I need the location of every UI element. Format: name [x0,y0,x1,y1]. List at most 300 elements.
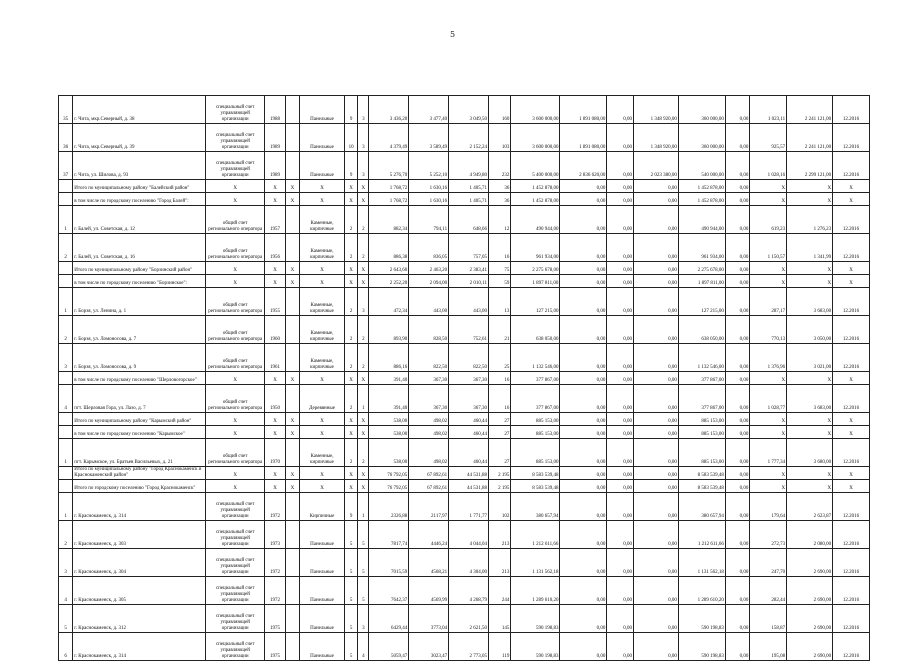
table-cell: 3 436,20 [369,96,409,124]
table-cell: 1 630,16 [409,193,449,206]
summary-row [59,372,870,385]
table-cell: 103 [488,124,510,152]
table-cell: 5 [344,521,357,549]
table-cell: 0,00 [725,316,750,344]
table-cell: 1 768,72 [369,180,409,193]
table-cell: 16 [488,385,510,413]
table-cell: 893,90 [369,316,409,344]
summary-row [59,413,870,426]
table-cell: 12.2016 [833,577,870,605]
table-cell [285,493,299,521]
table-cell: 0,00 [607,549,634,577]
table-cell: 76 792,05 [369,480,409,493]
table-cell: 4569,99 [409,577,449,605]
table-cell: X [300,275,345,288]
table-cell: 2 690,00 [787,577,833,605]
table-cell: 0,00 [560,549,607,577]
table-cell: 0,00 [607,439,634,467]
table-cell: г. Чита, ул. Шилова, д. 93 [73,152,206,180]
table-cell: общий счет регионального оператора [206,344,265,372]
table-cell: 3 [358,288,369,316]
table-cell: 0,00 [725,372,750,385]
table-cell [285,577,299,605]
table-cell: 0,00 [607,206,634,234]
table-cell: X [787,275,833,288]
table-cell: 5 [344,633,357,661]
table-cell: 4 [358,633,369,661]
table-cell: 590 198,83 [511,633,560,661]
table-cell: 885 153,00 [511,439,560,467]
table-cell: 1 028,77 [750,385,787,413]
table-cell: 0,00 [633,316,678,344]
table-cell: 3 683,00 [787,385,833,413]
table-cell: 0,00 [607,521,634,549]
table-cell: 0,00 [633,180,678,193]
table-cell: 490 944,00 [511,206,560,234]
table-cell: 4 949,80 [449,152,489,180]
table-cell: 2 623,87 [787,493,833,521]
table-cell: 0,00 [633,549,678,577]
table-cell: 272,73 [750,521,787,549]
table-cell: X [750,372,787,385]
summary-row [59,480,870,493]
table-cell: 5 276,70 [369,152,409,180]
summary-row [59,467,870,480]
table-cell: Каменные, кирпичные [300,439,345,467]
table-cell: 12.2016 [833,288,870,316]
table-cell: 391,40 [369,385,409,413]
table-cell [285,124,299,152]
table-cell: 1956 [265,234,285,262]
table-cell [285,344,299,372]
table-cell: 498,02 [409,439,449,467]
table-cell: 67 892,61 [409,467,449,480]
table-cell: 377 867,00 [678,372,725,385]
table-cell: 443,00 [409,288,449,316]
table-cell: 0,00 [560,480,607,493]
table-cell: 5 [344,577,357,605]
table-cell [59,480,73,493]
table-cell: 1950 [265,385,285,413]
table-cell [59,193,73,206]
table-cell: общий счет регионального оператора [206,439,265,467]
table-cell: 3 [358,124,369,152]
table-cell: X [750,180,787,193]
table-cell: 2 241 121,00 [787,124,833,152]
table-cell: 0,00 [725,439,750,467]
table-cell: 0,00 [633,372,678,385]
table-cell [285,206,299,234]
table-cell: X [833,180,870,193]
table-cell: 2 690,00 [787,605,833,633]
table-cell: Каменные, кирпичные [300,206,345,234]
table-cell: г. Борзя, ул. Ломоносова, д. 9 [73,344,206,372]
table-cell: X [358,193,369,206]
table-cell: 380 657,94 [678,493,725,521]
table-cell: пгт. Шерловая Гора, ул. Лазо, д. 7 [73,385,206,413]
table-cell: X [358,426,369,439]
table-cell: 12.2016 [833,96,870,124]
summary-row [59,193,870,206]
table-cell: 391,40 [369,372,409,385]
table-cell: 3 [59,549,73,577]
table-cell: специальный счет управляющей организации [206,605,265,633]
table-cell: 0,00 [633,234,678,262]
table-cell: 1989 [265,124,285,152]
table-cell: общий счет регионального оператора [206,316,265,344]
table-cell: Панельные [300,124,345,152]
table-cell: X [344,426,357,439]
table-cell: 145 [488,605,510,633]
table-cell: 1961 [265,344,285,372]
table-cell: X [833,372,870,385]
table-cell: 0,00 [560,180,607,193]
table-cell: X [300,372,345,385]
table-cell: 4 304,00 [449,549,489,577]
table-cell: 12.2016 [833,206,870,234]
table-cell: X [206,262,265,275]
table-cell: 540 000,00 [678,152,725,180]
table-cell: 3 050,00 [787,316,833,344]
table-cell: 0,00 [560,467,607,480]
table-cell: 0,00 [633,426,678,439]
table-cell: 619,23 [750,206,787,234]
table-cell: X [206,426,265,439]
table-cell: 36 [59,124,73,152]
table-cell: 0,00 [607,180,634,193]
table-cell: 0,00 [633,467,678,480]
table-cell: 127 215,00 [678,288,725,316]
table-cell: 1972 [265,577,285,605]
table-cell: 35 [59,96,73,124]
table-cell: 3 589,49 [409,124,449,152]
table-cell: 0,00 [725,344,750,372]
table-cell: 1 289 610,20 [511,577,560,605]
table-cell: специальный счет управляющей организации [206,577,265,605]
table-cell: г. Борзя, ул. Ленина, д. 1 [73,288,206,316]
table-cell: 5 [358,521,369,549]
table-cell [59,426,73,439]
table-cell: 590 198,83 [678,605,725,633]
summary-row [59,262,870,275]
table-cell: 2 [344,316,357,344]
table-row [59,385,870,413]
table-cell: 1 132 546,00 [678,344,725,372]
table-cell [285,633,299,661]
table-cell: X [344,480,357,493]
table-cell: 367,30 [449,385,489,413]
table-cell: 8 583 539,48 [511,480,560,493]
table-cell: X [833,480,870,493]
table-cell: 0,00 [725,152,750,180]
table-cell: 0,00 [725,493,750,521]
table-cell: 1 [358,385,369,413]
table-cell: 247,70 [750,549,787,577]
table-cell: 5 [358,549,369,577]
table-cell: 590 198,83 [511,605,560,633]
table-cell: 3 477,40 [409,96,449,124]
table-cell: X [265,193,285,206]
table-cell: 498,02 [409,413,449,426]
table-cell: 5 252,10 [409,152,449,180]
table-cell: 8 583 539,48 [678,480,725,493]
table-cell: 377 867,00 [511,372,560,385]
table-cell: X [300,426,345,439]
table-cell: 885 153,00 [511,426,560,439]
table-cell: в том числе по городскому поселению "Карымское" [73,426,206,439]
table-cell: 36 [488,180,510,193]
table-cell: 3 049,50 [449,96,489,124]
table-cell: 0,00 [725,288,750,316]
table-cell: X [206,480,265,493]
table-cell: 44 531,88 [449,480,489,493]
table-cell: 2 [344,206,357,234]
table-cell: 3 600 000,00 [511,96,560,124]
table-body [59,96,870,661]
table-cell: 2 [59,234,73,262]
capital-repair-register-sheet [58,95,870,661]
table-cell: 1989 [265,152,285,180]
table-cell: 119 [488,633,510,661]
table-cell: 4 [59,577,73,605]
table-cell: 961 934,00 [678,234,725,262]
table-cell: 2 195 [488,480,510,493]
table-cell: Панельные [300,549,345,577]
table-cell: X [750,426,787,439]
table-cell: X [787,480,833,493]
table-cell: 0,00 [560,262,607,275]
table-cell: 0,00 [633,262,678,275]
table-cell: 0,00 [560,426,607,439]
table-cell: X [285,480,299,493]
table-row [59,439,870,467]
table-cell: X [750,480,787,493]
table-cell: X [358,262,369,275]
table-cell: Панельные [300,577,345,605]
table-cell: 179,64 [750,493,787,521]
table-cell: 4 379,49 [369,124,409,152]
table-cell: 472,34 [369,288,409,316]
table-cell: общий счет регионального оператора [206,206,265,234]
table-cell: 16 [488,372,510,385]
table-cell: г. Краснокаменск, д. 314 [73,633,206,661]
table-cell: г. Чита, мкр.Северный, д. 39 [73,124,206,152]
table-cell: X [833,193,870,206]
table-cell: X [833,467,870,480]
table-cell: 0,00 [725,206,750,234]
table-cell: 12.2016 [833,152,870,180]
table-cell: 2 152,24 [449,124,489,152]
table-cell: общий счет регионального оператора [206,385,265,413]
table-cell: специальный счет управляющей организации [206,549,265,577]
table-cell: 9 [344,96,357,124]
table-cell: X [265,372,285,385]
table-cell: 1 028,16 [750,152,787,180]
table-cell: 1 452 878,00 [511,193,560,206]
table-cell: 0,00 [607,633,634,661]
table-cell: X [300,413,345,426]
table-cell: X [285,262,299,275]
table-cell: 0,00 [607,193,634,206]
table-cell: 12.2016 [833,385,870,413]
table-cell: X [358,480,369,493]
table-cell: 2 [358,439,369,467]
table-cell: 287,17 [750,288,787,316]
table-cell: X [265,480,285,493]
table-cell: Каменные, кирпичные [300,344,345,372]
table-cell: 2 [344,234,357,262]
table-cell: X [787,180,833,193]
table-cell: 244 [488,577,510,605]
table-cell: 443,00 [449,288,489,316]
table-cell: в том числе по городскому поселению "Борзинское": [73,275,206,288]
table-cell: Итого по муниципальному району "Город Краснокаменск и Краснокаменский район" [73,467,206,480]
table-cell: 0,00 [607,467,634,480]
table-cell [285,316,299,344]
table-cell: 3 [358,152,369,180]
table-cell: 1 348 920,00 [633,96,678,124]
table-cell: 75 [488,262,510,275]
table-cell: 0,00 [633,480,678,493]
table-cell: 282,44 [750,577,787,605]
table-cell: 4568,21 [409,549,449,577]
table-cell [59,372,73,385]
table-cell [285,439,299,467]
table-cell: Панельные [300,633,345,661]
table-cell: X [344,262,357,275]
table-cell: 2 299 121,00 [787,152,833,180]
table-cell: 961 934,00 [511,234,560,262]
table-cell: 0,00 [725,426,750,439]
table-cell: 0,00 [560,605,607,633]
table-cell: 638 050,00 [678,316,725,344]
table-cell: 2 094,00 [409,275,449,288]
table-cell: X [358,372,369,385]
table-cell: X [344,372,357,385]
table-cell: г. Краснокаменск, д. 303 [73,521,206,549]
table-cell: 1973 [265,521,285,549]
table-cell: 380 657,94 [511,493,560,521]
table-cell: 0,00 [607,124,634,152]
table-cell: 59 [488,275,510,288]
table-cell: 195,08 [750,633,787,661]
table-cell: 2326,88 [369,493,409,521]
table-cell: 1 452 878,00 [511,180,560,193]
table-cell: Панельные [300,152,345,180]
table-cell: общий счет регионального оператора [206,288,265,316]
table-cell: 0,00 [633,206,678,234]
table-cell: 822,50 [409,344,449,372]
table-cell: 0,00 [607,275,634,288]
table-cell: 2 [344,385,357,413]
table-cell: 7817,74 [369,521,409,549]
table-cell: 0,00 [560,372,607,385]
table-cell: 0,00 [633,385,678,413]
table-cell: X [344,413,357,426]
table-cell: X [300,467,345,480]
table-cell: 0,00 [607,605,634,633]
table-cell: 1975 [265,633,285,661]
table-cell: 367,30 [449,372,489,385]
table-cell: 2 383,41 [449,262,489,275]
table-cell [285,96,299,124]
table-cell: 76 792,05 [369,467,409,480]
table-cell: 1 452 878,00 [678,193,725,206]
table-cell: 232 [488,152,510,180]
table-cell: X [750,262,787,275]
table-cell: 5 [358,577,369,605]
table-cell: 1 212 611,66 [511,521,560,549]
table-cell: X [265,426,285,439]
table-cell: 3023,47 [409,633,449,661]
table-cell: Итого по муниципальному району "Балейский район" [73,180,206,193]
table-cell: X [833,426,870,439]
table-cell: 377 867,00 [678,385,725,413]
table-row [59,493,870,521]
table-cell: 0,00 [725,124,750,152]
table-cell: 2 010,11 [449,275,489,288]
table-row [59,96,870,124]
table-row [59,577,870,605]
table-cell: 3 [59,344,73,372]
table-cell: 0,00 [725,467,750,480]
table-row [59,234,870,262]
table-cell: 2 080,00 [787,521,833,549]
table-cell: 0,00 [607,577,634,605]
table-cell: 0,00 [633,288,678,316]
table-cell: X [285,467,299,480]
table-cell: 3 021,00 [787,344,833,372]
table-cell [285,385,299,413]
table-cell: 44 531,88 [449,467,489,480]
table-cell: 0,00 [560,193,607,206]
table-cell: X [833,413,870,426]
table-cell: 9 [344,493,357,521]
table-cell: 0,00 [725,605,750,633]
table-cell: 8 583 539,48 [678,467,725,480]
table-cell: 1 897 811,00 [678,275,725,288]
table-cell: 1 891 080,00 [560,96,607,124]
table-cell: 0,00 [725,521,750,549]
table-cell: Панельные [300,521,345,549]
table-cell: 0,00 [725,385,750,413]
table-cell: 538,00 [369,439,409,467]
table-cell: 3 683,00 [787,288,833,316]
table-cell [285,234,299,262]
table-cell: X [285,180,299,193]
table-cell: Итого по муниципальному району "Карымский район" [73,413,206,426]
table-cell: 213 [488,521,510,549]
table-cell: 2 643,60 [369,262,409,275]
table-cell: 460,44 [449,439,489,467]
table-cell: 2 [358,206,369,234]
table-cell: 5059,47 [369,633,409,661]
table-cell: X [750,275,787,288]
table-cell: 3 680,00 [787,439,833,467]
table-row [59,206,870,234]
table-cell: X [265,275,285,288]
table-cell: 2 690,00 [787,549,833,577]
table-cell: 0,00 [607,493,634,521]
table-cell: 0,00 [725,180,750,193]
table-cell: 1 150,57 [750,234,787,262]
table-cell: 0,00 [560,316,607,344]
table-cell: 127 215,00 [511,288,560,316]
table-cell: 2 690,00 [787,633,833,661]
table-cell: 925,57 [750,124,787,152]
table-cell: 828,50 [409,316,449,344]
table-cell: 12.2016 [833,633,870,661]
